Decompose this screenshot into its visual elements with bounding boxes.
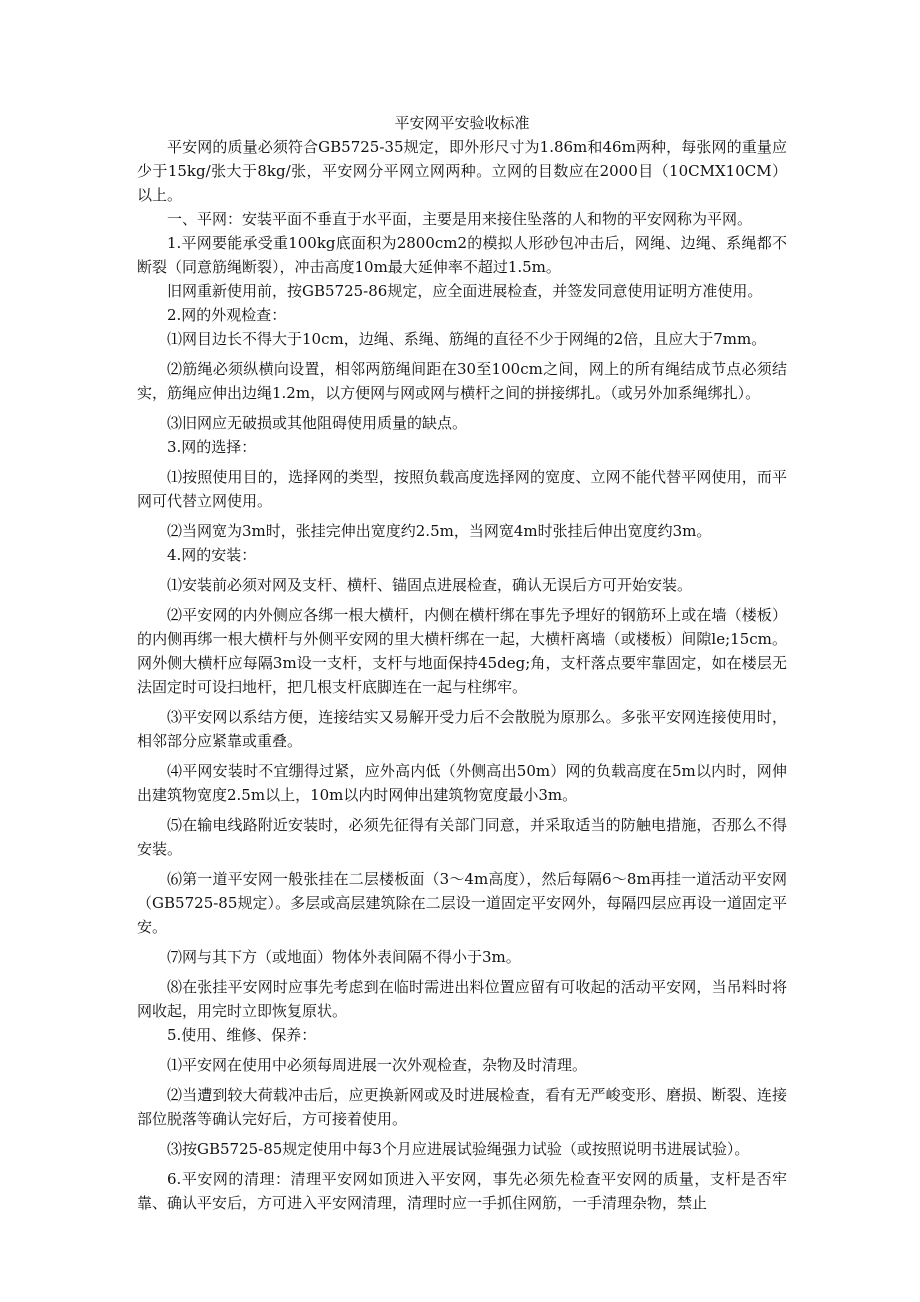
paragraph-4-4: ⑷平网安装时不宜绷得过紧，应外高内低（外侧高出50m）网的负载高度在5m以内时，网伸出建筑物宽度2.5m以上，10m以内时网伸出建筑物宽度最小3m。: [137, 762, 787, 804]
paragraph-3-1: ⑴按照使用目的，选择网的类型，按照负载高度选择网的宽度、立网不能代替平网使用，而平网可代替立网使用。: [137, 468, 787, 510]
paragraph-heading-2: 2.网的外观检查：: [167, 306, 287, 324]
document-title: 平安网平安验收标准: [394, 114, 530, 132]
paragraph-4-2: ⑵平安网的内外侧应各绑一根大横杆，内侧在横杆绑在事先予埋好的钢筋环上或在墙（楼板）的内侧再绑一根大横杆与外侧平安网的里大横杆绑在一起，大横杆离墙（或楼板）间隙le;15cm。网外侧大横杆应每隔3m设一支杆，支杆与地面保持45deg;角，支杆落点要牢靠固定，如在楼层无法固定时可设扫地杆，把几根支杆底脚连在一起与柱绑牢。: [137, 606, 787, 696]
paragraph-3-2: ⑵当网宽为3m时，张挂完伸出宽度约2.5m，当网宽4m时张挂后伸出宽度约3m。: [167, 522, 712, 540]
paragraph-5-3: ⑶按GB5725-85规定使用中每3个月应进展试验绳强力试验（或按照说明书进展试验）。: [167, 1140, 750, 1158]
paragraph-1-1: 1.平网要能承受重100kg底面积为2800cm2的模拟人形砂包冲击后，网绳、边绳、系绳都不断裂（同意筋绳断裂），冲击高度10m最大延伸率不超过1.5m。: [137, 234, 787, 276]
paragraph-4-5: ⑸在输电线路附近安装时，必须先征得有关部门同意，并采取适当的防触电措施，否那么不得安装。: [137, 816, 787, 858]
paragraph-1-old-net: 旧网重新使用前，按GB5725-86规定，应全面进展检查，并签发同意使用证明方准使用。: [167, 282, 763, 300]
paragraph-4-6: ⑹第一道平安网一般张挂在二层楼板面（3～4m高度），然后每隔6～8m再挂一道活动平安网（GB5725-85规定）。多层或高层建筑除在二层设一道固定平安网外，每隔四层应再设一道固定平安。: [137, 870, 787, 936]
paragraph-2-1: ⑴网目边长不得大于10cm，边绳、系绳、筋绳的直径不少于网绳的2倍，且应大于7mm。: [167, 330, 767, 348]
document-body: [137, 111, 787, 1215]
paragraph-heading-4: 4.网的安装：: [167, 546, 257, 564]
paragraph-6: 6.平安网的清理：清理平安网如顶进入平安网，事先必须先检查平安网的质量，支杆是否牢靠、确认平安后，方可进入平安网清理，清理时应一手抓住网筋，一手清理杂物，禁止: [137, 1170, 787, 1212]
paragraph-5-1: ⑴平安网在使用中必须每周进展一次外观检查，杂物及时清理。: [167, 1056, 588, 1074]
paragraph-heading-5: 5.使用、维修、保养：: [167, 1026, 317, 1044]
paragraph-2-2: ⑵筋绳必须纵横向设置，相邻两筋绳间距在30至100cm之间，网上的所有绳结成节点必须结实，筋绳应伸出边绳1.2m，以方便网与网或网与横杆之间的拼接绑扎。（或另外加系绳绑扎）。: [137, 360, 787, 402]
paragraph-4-8: ⑻在张挂平安网时应事先考虑到在临时需进出料位置应留有可收起的活动平安网，当吊料时将网收起，用完时立即恢复原状。: [137, 978, 787, 1020]
paragraph-intro: 平安网的质量必须符合GB5725-35规定，即外形尺寸为1.86m和46m两种，每张网的重量应少于15kg/张大于8kg/张，平安网分平网立网两种。立网的目数应在2000目（10CMX10CM）以上。: [137, 138, 787, 204]
paragraph-heading-3: 3.网的选择：: [167, 438, 257, 456]
paragraph-section-1: 一、平网：安装平面不垂直于水平面，主要是用来接住坠落的人和物的平安网称为平网。: [167, 210, 753, 228]
paragraph-4-1: ⑴安装前必须对网及支杆、横杆、锚固点进展检查，确认无误后方可开始安装。: [167, 576, 693, 594]
paragraph-4-7: ⑺网与其下方（或地面）物体外表间隔不得小于3m。: [167, 948, 521, 966]
paragraph-5-2: ⑵当遭到较大荷载冲击后，应更换新网或及时进展检查，看有无严峻变形、磨损、断裂、连接部位脱落等确认完好后，方可接着使用。: [137, 1086, 787, 1128]
paragraph-4-3: ⑶平安网以系结方便，连接结实又易解开受力后不会散脱为原那么。多张平安网连接使用时，相邻部分应紧靠或重叠。: [137, 708, 787, 750]
paragraph-2-3: ⑶旧网应无破损或其他阻碍使用质量的缺点。: [167, 414, 468, 432]
